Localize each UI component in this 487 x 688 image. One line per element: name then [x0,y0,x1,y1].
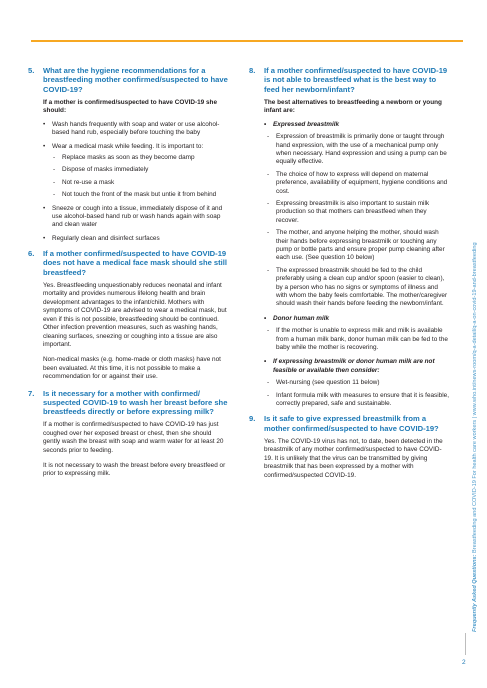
sublist-item: - Not re-use a mask [52,179,230,187]
list-item-text: Wear a medical mask while feeding. It is important to: [52,142,204,150]
sublist-item: - Wet-nursing (see question 11 below) [266,379,449,387]
question-7-heading [28,389,230,417]
paragraph: It is not necessary to wash the breast before every breastfeed or prior to expressing milk. [43,462,226,478]
question-number: 9. [249,414,256,424]
question-number: 7. [28,388,35,398]
list-item: • Regularly clean and disinfect surfaces [43,235,230,243]
right-column [249,66,449,487]
paragraph: Yes. The COVID-19 virus has not, to date, been detected in the breastmilk of any mother confirmed/suspected to have COVID-19. It is unlikely that the virus can be transmitted by giving breastmilk that has been expressed by a mother with confirmed/suspected COVID-19. [264,438,443,479]
page-number-rule [465,633,466,655]
sublist-item: - The choice of how to express will depend on maternal preference, availability of equipment, hygiene conditions and cost. [266,171,449,196]
question-title: If a mother confirmed/suspected to have COVID-19 is not able to breastfeed what is the best way to feed her newborn/infant? [264,66,448,94]
subheading-alternatives: • If expressing breastmilk or donor human milk are not feasible or available then consider: [264,358,449,375]
sublist-item: - If the mother is unable to express milk and milk is available from a human milk bank, donor human milk can be fed to the baby while the mother is recovering. [266,327,449,352]
list-item: • Sneeze or cough into a tissue, immediately dispose of it and use alcohol-based hand rub or wash hands again with soap and clean water [43,205,230,230]
hygiene-list [43,121,230,243]
header-rule [31,40,463,42]
question-5-heading [28,66,230,94]
question-number: 8. [249,66,256,75]
question-number: 6. [28,249,35,259]
left-column [28,66,230,486]
donor-milk-list [266,327,449,352]
subheading-text: Expressed breastmilk [273,120,340,128]
list-item [43,143,230,200]
sublist-item: - Dispose of masks immediately [52,166,230,174]
paragraph: Yes. Breastfeeding unquestionably reduces neonatal and infant mortality and provides numerous lifelong health and brain development advantages to the infant/child. Mothers with symptoms of COVID-19 are advised to wear a medical mask, but even if this is not possible, breastfeeding should be continued. Other infection prevention measures, such as washing hands, cleaning surfaces, sneezing or coughing into a tissue are also important. [43,282,227,348]
question-8-lead: The best alternatives to breastfeeding a newborn or young infant are: [264,98,442,115]
sublist-item: - Expressing breastmilk is also important to sustain milk production so that mothers can breastfeed when they recover. [266,200,449,225]
question-title: What are the hygiene recommendations for a breastfeeding mother confirmed/suspected to have COVID-19? [43,66,228,94]
subheading-donor-milk: • Donor human milk [264,314,330,322]
page-number: 2 [462,659,466,666]
expressed-breastmilk-list [266,133,449,309]
sublist-item: - Not touch the front of the mask but untie it from behind [52,191,230,199]
sublist-item: - Infant formula milk with measures to ensure that it is feasible, correctly prepared, safe and sustainable. [266,392,449,409]
question-9-heading [249,414,449,433]
sidebar-running-title [468,170,484,632]
sublist-item: - Expression of breastmilk is primarily done or taught through hand expression, with the use of a mechanical pump only when necessary. Hand expression and using a pump can be equally effective. [266,133,449,167]
sublist-item: - Replace masks as soon as they become damp [52,154,230,162]
alternatives-list [266,379,449,408]
mask-sublist [52,154,230,200]
paragraph: If a mother is confirmed/suspected to have COVID-19 has just coughed over her exposed breast or chest, then she should gently wash the breast with soap and warm water for at least 20 seconds prior to feeding. [43,421,224,454]
list-item: • Wash hands frequently with soap and water or use alcohol-based hand rub, especially before touching the baby [43,121,230,138]
question-title: If a mother confirmed/suspected to have COVID-19 does not have a medical face mask should she still breastfeed? [43,249,228,277]
sidebar-title: Frequently Asked Questions: [472,554,478,632]
question-title: Is it safe to give expressed breastmilk from a mother confirmed/suspected to have COVID-19? [264,414,439,433]
sublist-item: - The mother, and anyone helping the mother, should wash their hands before expressing breastmilk or touching any pump or bottle parts and ensure proper pump cleaning after each use. (See question 10 below) [266,229,449,263]
subheading-text: If expressing breastmilk or donor human milk are not feasible or available then consider: [273,358,435,374]
question-6-heading [28,249,230,277]
question-number: 5. [28,66,35,75]
sublist-item: - The expressed breastmilk should be fed to the child preferably using a clean cup and/or spoon (easier to clean), by a person who has no signs or symptoms of illness and with whom the baby feels comfortable. The mother/caregiver should wash their hands before feeding the newborn/infant. [266,267,449,309]
subheading-expressed-breastmilk: • Expressed breastmilk [264,120,340,128]
question-5-lead: If a mother is confirmed/suspected to have COVID-19 she should: [43,98,218,115]
sidebar-text: Breastfeeding and COVID-19 For health care workers | www.who.int/news-room/q-a-detail/q-a-on-covid-19-and-breastfeeding [472,242,478,555]
question-title: Is it necessary for a mother with confirmed/ suspected COVID-19 to wash her breast before she breastfeeds directly or before expressing milk? [43,388,228,417]
paragraph: Non-medical masks (e.g. home-made or cloth masks) have not been evaluated. At this time, it is not possible to make a recommendation for or against their use. [43,356,221,381]
subheading-text: Donor human milk [273,314,330,322]
question-8-heading [249,66,449,94]
